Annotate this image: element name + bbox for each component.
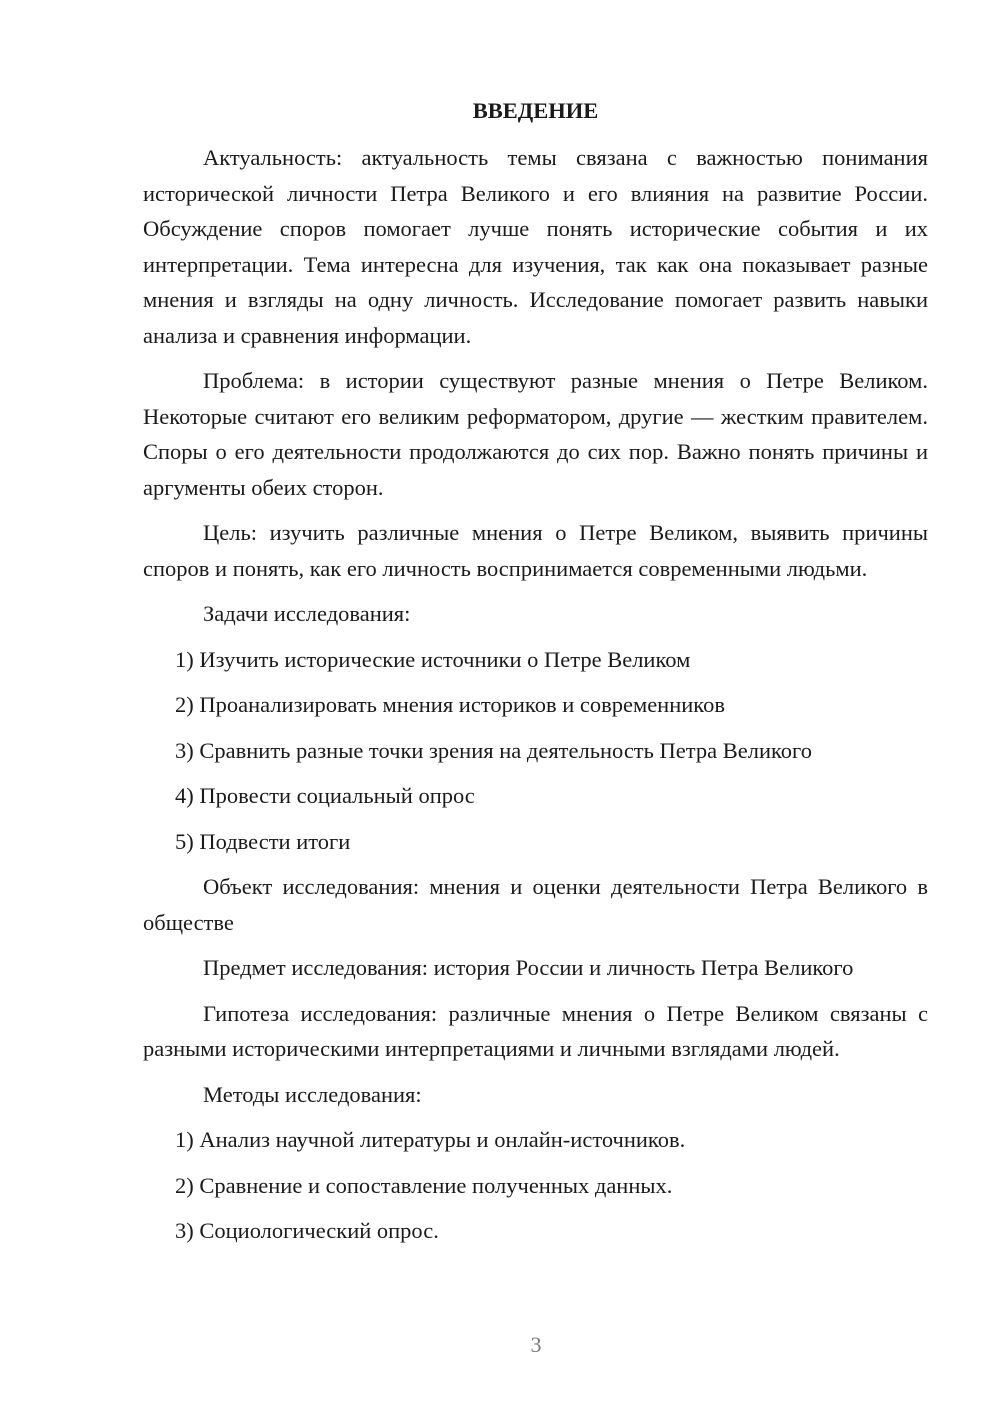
hypothesis-paragraph: Гипотеза исследования: различные мнения о Петре Великом связаны с разными историческими интерпретациями и личными взглядами людей. [143,1000,928,1061]
page-title: ВВЕДЕНИЕ [472,98,599,123]
subject-paragraph: Предмет исследования: история России и личность Петра Великого [203,955,854,980]
tasks-heading: Задачи исследования: [203,601,411,626]
methods-heading: Методы исследования: [203,1081,422,1107]
page-number: 3 [530,1332,542,1357]
list-item: 4) Провести социальный опрос [175,783,475,808]
tasks-list [143,642,928,860]
list-item: 2) Проанализировать мнения историков и современников [175,692,725,717]
object-paragraph: Объект исследования: мнения и оценки деятельности Петра Великого в обществе [143,874,928,935]
list-item: 1) Анализ научной литературы и онлайн-источников. [175,1127,686,1152]
goal-paragraph: Цель: изучить различные мнения о Петре Великом, выявить причины споров и понять, как его личность воспринимается современными людьми. [143,520,928,581]
list-item: 1) Изучить исторические источники о Петре Великом [175,646,691,672]
document-page [143,96,928,1259]
list-item: 2) Сравнение и сопоставление полученных данных. [175,1172,673,1198]
list-item: 3) Социологический опрос. [175,1218,439,1243]
methods-list [143,1122,928,1249]
relevance-paragraph: Актуальность: актуальность темы связана с важностью понимания исторической личности Петра Великого и его влияния на развитие России. Обсуждение споров помогает лучше понять исторические события и их интерпретации. Тема интересна для изучения, так как она показывает разные мнения и взгляды на одну личность. Исследование помогает развить навыки анализа и сравнения информации. [143,145,928,348]
list-item: 5) Подвести итоги [175,828,351,854]
problem-paragraph: Проблема: в истории существуют разные мнения о Петре Великом. Некоторые считают его великим реформатором, другие — жестким правителем. Споры о его деятельности продолжаются до сих пор. Важно понять причины и аргументы обеих сторон. [143,368,928,500]
list-item: 3) Сравнить разные точки зрения на деятельность Петра Великого [175,737,812,763]
